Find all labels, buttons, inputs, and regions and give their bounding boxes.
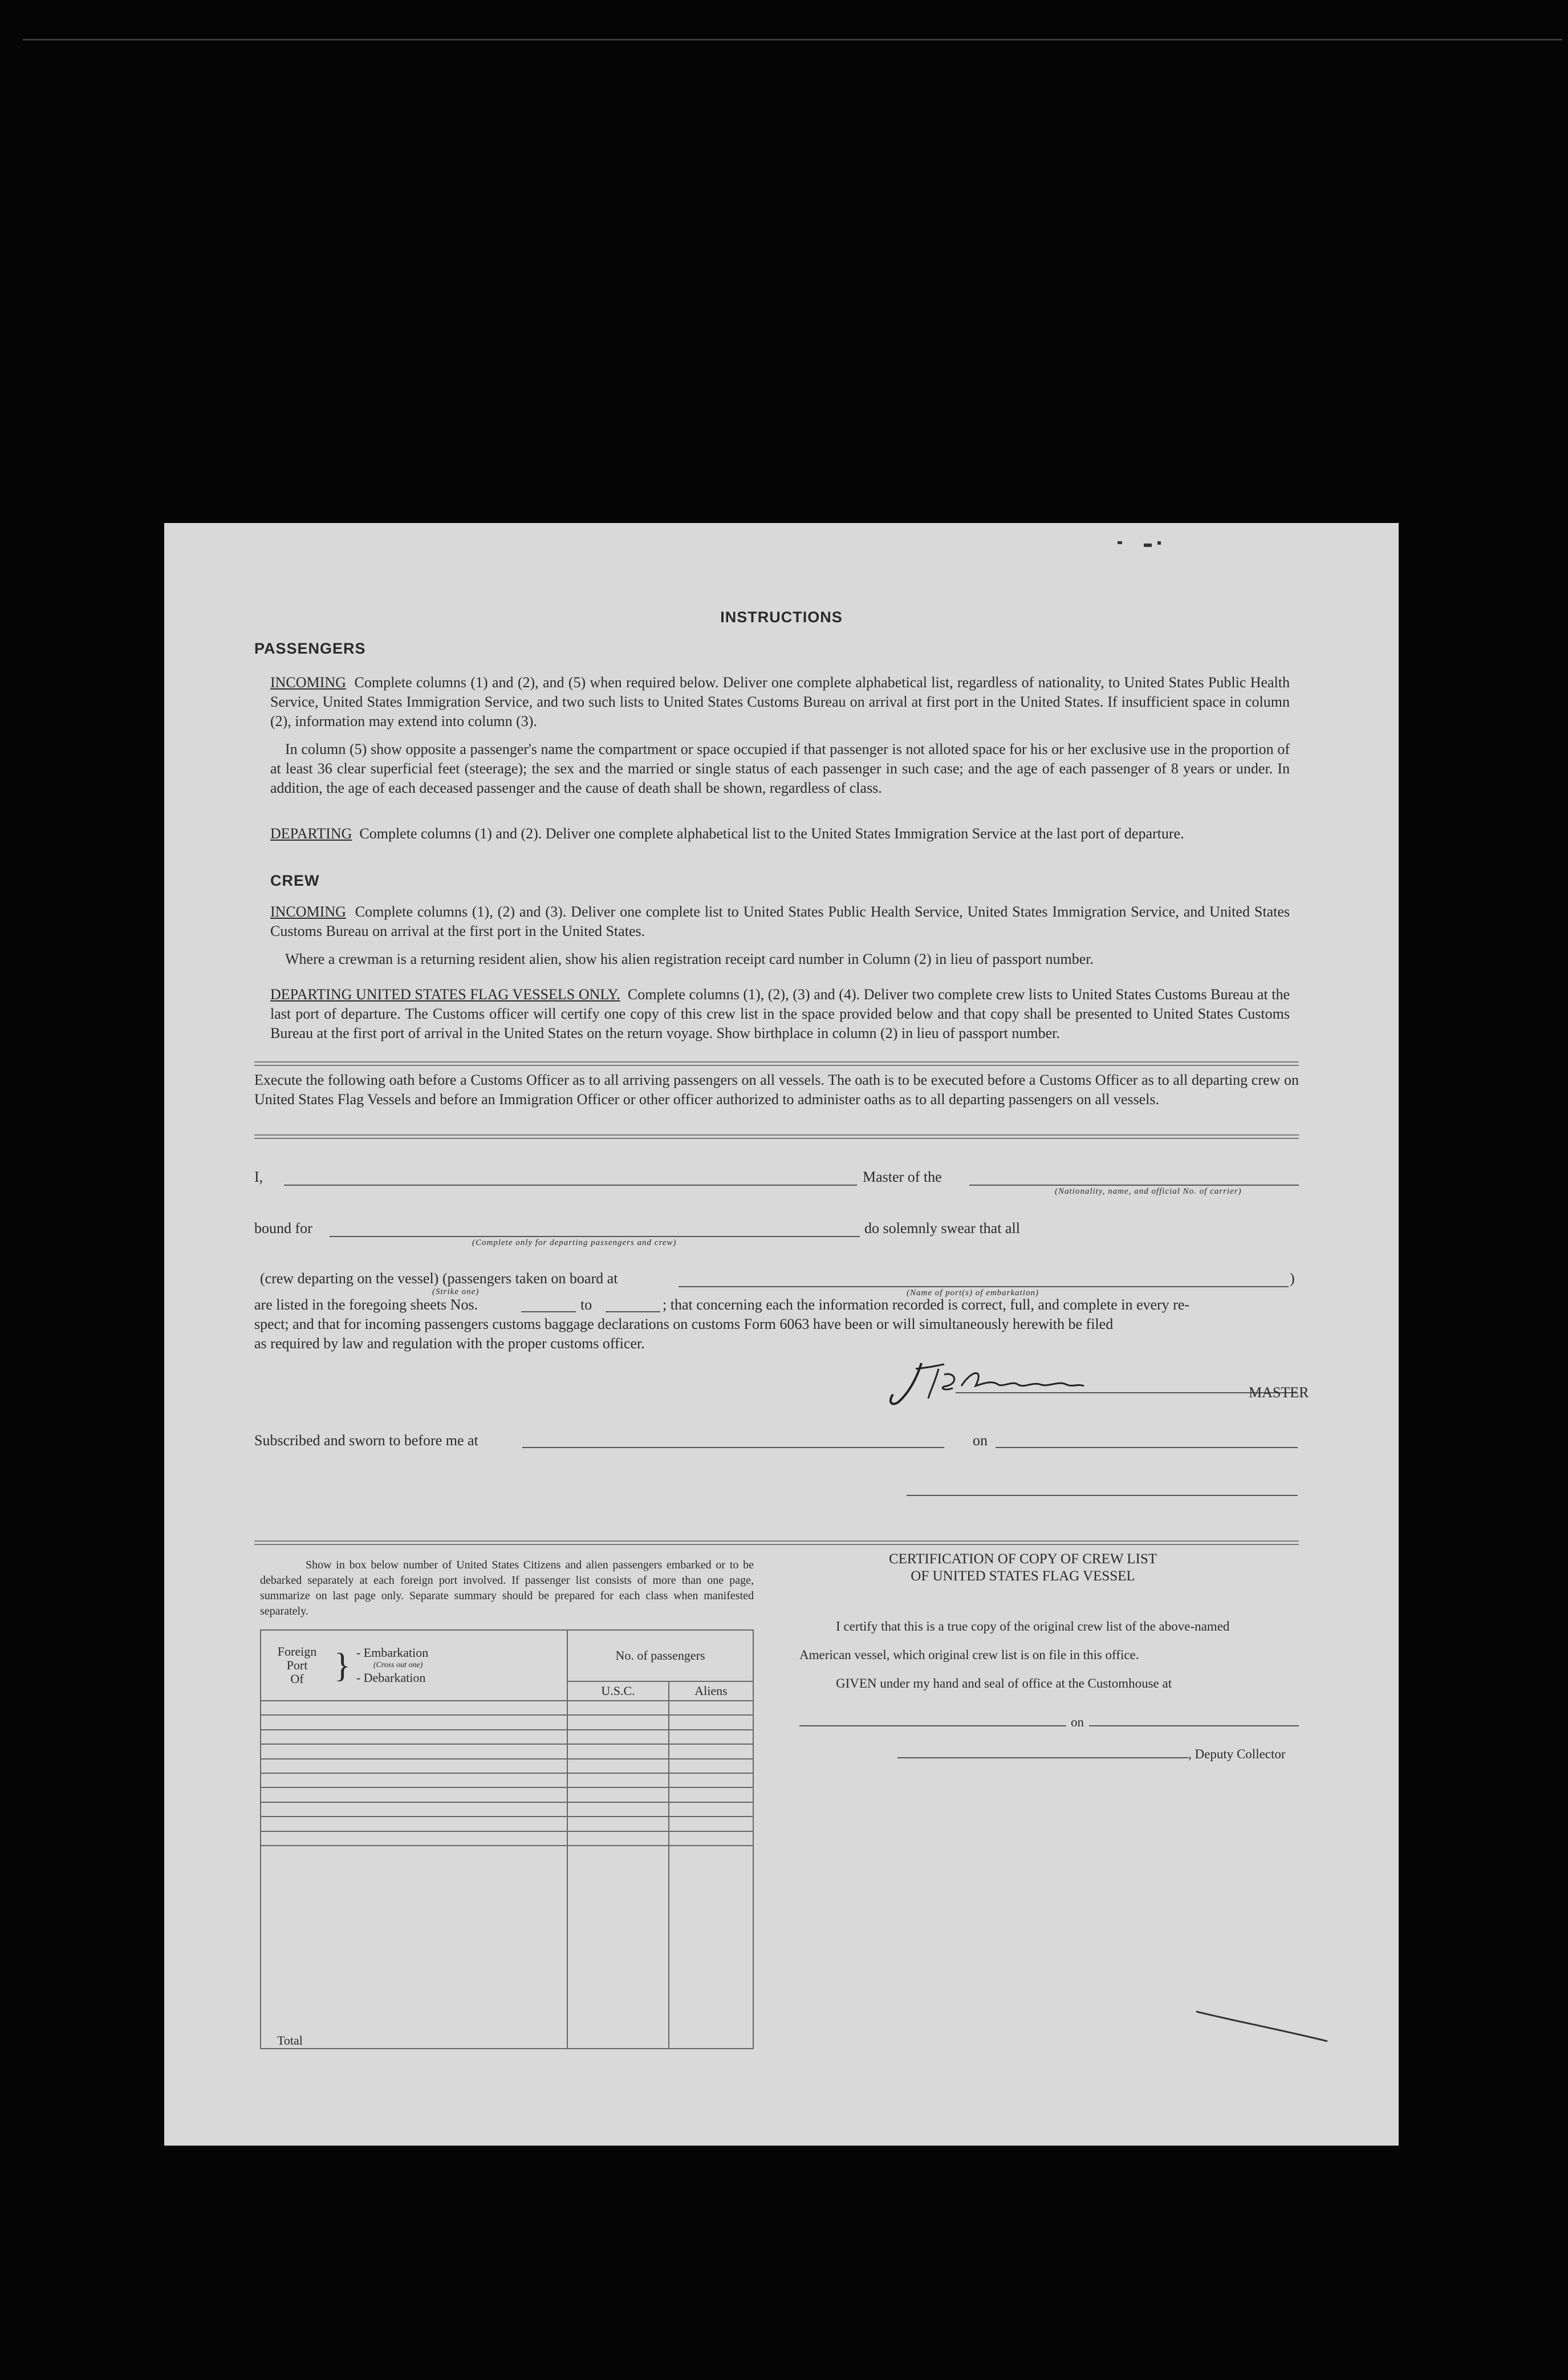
column5-paragraph: In column (5) show opposite a passenger's name the compartment or space occupied if that passenger is not alloted space for his or her exclusive use in the proportion of at least 36 clear superficial feet (steerage); the sex and the married or single status of each passenger in such case; and the age of each passenger of 8 years or under. In addition, the age of each deceased passenger and the cause of death shall be shown, regardless of class. [270, 741, 1290, 796]
deputy-collector-label: , Deputy Collector [1188, 1747, 1286, 1761]
port-cell[interactable] [261, 1730, 567, 1744]
listed-suffix: ; that concerning each the information recorded is correct, full, and complete in every re- [663, 1296, 1190, 1313]
table-row [261, 1787, 753, 1802]
certification-title-2: OF UNITED STATES FLAG VESSEL [911, 1568, 1135, 1584]
aliens-cell[interactable] [669, 1773, 753, 1787]
usc-cell[interactable] [567, 1715, 669, 1729]
bound-for-label: bound for [254, 1220, 312, 1236]
summary-intro: Show in box below number of United States Citizens and alien passengers embarked or to be debarked separately at each foreign port involved. If passenger list consists of more than one page, summarize on last page only. Separate summary should be prepared for each class when manifested separately. [260, 1559, 754, 1617]
port-cell[interactable] [261, 1744, 567, 1758]
section-divider [254, 1540, 1299, 1545]
aliens-total-cell[interactable] [669, 1846, 753, 2049]
customhouse-line[interactable] [799, 1725, 1066, 1726]
table-row [261, 1730, 753, 1744]
section-divider [254, 1134, 1299, 1139]
usc-cell[interactable] [567, 1802, 669, 1817]
on-label: on [973, 1432, 988, 1449]
table-row [261, 1744, 753, 1758]
port-cell[interactable] [261, 1701, 567, 1715]
table-row [261, 1773, 753, 1787]
foreign-port-header: Foreign Port Of } - Embarkation (Cross out one) - Debarkation [261, 1630, 567, 1701]
subscribed-date-line[interactable] [996, 1447, 1298, 1448]
usc-cell[interactable] [567, 1787, 669, 1802]
crew-heading: CREW [270, 872, 320, 889]
aliens-cell[interactable] [669, 1759, 753, 1773]
usc-header: U.S.C. [567, 1681, 669, 1701]
swear-label: do solemnly swear that all [864, 1220, 1020, 1236]
subscribed-label: Subscribed and sworn to before me at [254, 1432, 478, 1449]
aliens-cell[interactable] [669, 1715, 753, 1729]
master-signature [876, 1352, 1298, 1409]
total-label: Total [261, 1846, 567, 2049]
port-cell[interactable] [261, 1759, 567, 1773]
usc-cell[interactable] [567, 1831, 669, 1846]
certification-on-label: on [1071, 1715, 1084, 1729]
departing-label: DEPARTING [270, 825, 352, 842]
oath-intro: Execute the following oath before a Customs Officer as to all arriving passengers on all vessels. The oath is to be executed before a Customs Officer as to all departing crew on United States Flag Vessels and before an Immigration Officer or other officer authorized to administer oaths as to all departing passengers on all vessels. [254, 1072, 1299, 1108]
certification-line-1: I certify that this is a true copy of the original crew list of the above-named [836, 1619, 1230, 1633]
incoming-text: Complete columns (1) and (2), and (5) when required below. Deliver one complete alphabetical list, regardless of nationality, to United States Public Health Service, United States Immigration Service, and two such lists to United States Customs Bureau on arrival at first port in the United States. If insufficient space in column (2), information may extend into column (3). [270, 674, 1290, 729]
carrier-line[interactable] [969, 1185, 1299, 1186]
listed-text-2: spect; and that for incoming passengers customs baggage declarations on customs Form 6063 have been or will simultaneously herewith be filed [254, 1316, 1114, 1332]
subscribed-place-line[interactable] [522, 1447, 944, 1448]
crew-flag-label: DEPARTING UNITED STATES FLAG VESSELS ONLY. [270, 986, 620, 1003]
certification-line-2: American vessel, which original crew list is on file in this office. [799, 1648, 1139, 1662]
oath-i-label: I, [254, 1169, 263, 1185]
officer-signature-line[interactable] [907, 1495, 1298, 1496]
usc-cell[interactable] [567, 1744, 669, 1758]
usc-total-cell[interactable] [567, 1846, 669, 2049]
passengers-heading: PASSENGERS [254, 640, 366, 657]
incoming-label: INCOMING [270, 674, 346, 691]
aliens-cell[interactable] [669, 1817, 753, 1831]
sheet-to-line[interactable] [606, 1311, 660, 1312]
aliens-cell[interactable] [669, 1787, 753, 1802]
bound-for-line[interactable] [330, 1236, 860, 1237]
stray-pen-mark [1196, 2006, 1333, 2046]
crew-flag-paragraph [270, 985, 1290, 1043]
listed-prefix: are listed in the foregoing sheets Nos. [254, 1296, 478, 1313]
aliens-cell[interactable] [669, 1802, 753, 1817]
aliens-cell[interactable] [669, 1831, 753, 1846]
crew-incoming-paragraph [270, 902, 1290, 941]
cross-out-label: (Cross out one) [373, 1661, 423, 1669]
port-cell[interactable] [261, 1802, 567, 1817]
passengers-departing-paragraph [270, 824, 1290, 844]
crew-incoming-label: INCOMING [270, 903, 346, 920]
deputy-signature-line[interactable] [897, 1757, 1188, 1758]
sheet-from-line[interactable] [521, 1311, 576, 1312]
port-cell[interactable] [261, 1787, 567, 1802]
embark-caption: (Name of port(s) of embarkation) [907, 1288, 1039, 1298]
to-label: to [580, 1296, 592, 1313]
usc-cell[interactable] [567, 1730, 669, 1744]
scan-speck [1118, 541, 1122, 544]
certification-date-line[interactable] [1089, 1725, 1299, 1726]
aliens-cell[interactable] [669, 1744, 753, 1758]
bound-caption: (Complete only for departing passengers and crew) [472, 1238, 677, 1247]
port-cell[interactable] [261, 1773, 567, 1787]
document-page [164, 523, 1399, 2146]
crew-resident-paragraph: Where a crewman is a returning resident alien, show his alien registration receipt card number in Column (2) in lieu of passport number. [285, 951, 1094, 967]
table-row [261, 1759, 753, 1773]
usc-cell[interactable] [567, 1817, 669, 1831]
total-row [261, 1846, 753, 2049]
port-cell[interactable] [261, 1817, 567, 1831]
crew-incoming-text: Complete columns (1), (2) and (3). Deliver one complete list to United States Public Health Service, United States Immigration Service, and United States Customs Bureau on arrival at the first port in the United States. [270, 903, 1290, 939]
listed-text-3: as required by law and regulation with the proper customs officer. [254, 1335, 645, 1352]
departing-text: Complete columns (1) and (2). Deliver one complete alphabetical list to the United States Immigration Service at the last port of departure. [359, 825, 1184, 842]
crew-or-passengers-label: (crew departing on the vessel) (passengers taken on board at [260, 1270, 618, 1287]
aliens-header: Aliens [669, 1681, 753, 1701]
passengers-incoming-paragraph [270, 673, 1290, 731]
no-passengers-header: No. of passengers [567, 1630, 753, 1681]
certification-line-3: GIVEN under my hand and seal of office at the Customhouse at [836, 1676, 1172, 1690]
master-name-line[interactable] [284, 1185, 857, 1186]
master-label: MASTER [1249, 1384, 1309, 1401]
certification-title-1: CERTIFICATION OF COPY OF CREW LIST [888, 1551, 1157, 1567]
passenger-summary-table [260, 1629, 754, 2049]
table-row [261, 1831, 753, 1846]
foreign-port-label-3: Of [290, 1672, 304, 1686]
embarkation-port-line[interactable] [679, 1286, 1289, 1287]
carrier-caption: (Nationality, name, and official No. of carrier) [1055, 1187, 1242, 1196]
table-row [261, 1715, 753, 1729]
scan-top-edge [23, 39, 1562, 40]
section-divider [254, 1061, 1299, 1066]
usc-cell[interactable] [567, 1701, 669, 1715]
debarkation-label: - Debarkation [356, 1671, 426, 1685]
crew-flag-text: Complete columns (1), (2), (3) and (4). Deliver two complete crew lists to United States Customs Bureau at the last port of departure. The Customs officer will certify one copy of this crew list in the space provided below and that copy shall be presented to United States Customs Bureau at the first port of arrival in the United States on the return voyage. Show birthplace in column (2) in lieu of passport number. [270, 986, 1290, 1041]
scan-speck [1157, 541, 1161, 545]
foreign-port-label-2: Port [286, 1658, 308, 1672]
scan-speck [1144, 544, 1152, 547]
table-row [261, 1701, 753, 1715]
table-row [261, 1802, 753, 1817]
strike-caption: (Strike one) [432, 1287, 480, 1296]
port-cell[interactable] [261, 1831, 567, 1846]
aliens-cell[interactable] [669, 1730, 753, 1744]
port-cell[interactable] [261, 1715, 567, 1729]
usc-cell[interactable] [567, 1773, 669, 1787]
master-of-label: Master of the [863, 1169, 942, 1185]
instructions-title: INSTRUCTIONS [720, 609, 843, 626]
aliens-cell[interactable] [669, 1701, 753, 1715]
usc-cell[interactable] [567, 1759, 669, 1773]
table-row [261, 1817, 753, 1831]
foreign-port-label-1: Foreign [277, 1644, 317, 1659]
close-paren: ) [1290, 1270, 1295, 1287]
embarkation-label: - Embarkation [356, 1645, 429, 1660]
